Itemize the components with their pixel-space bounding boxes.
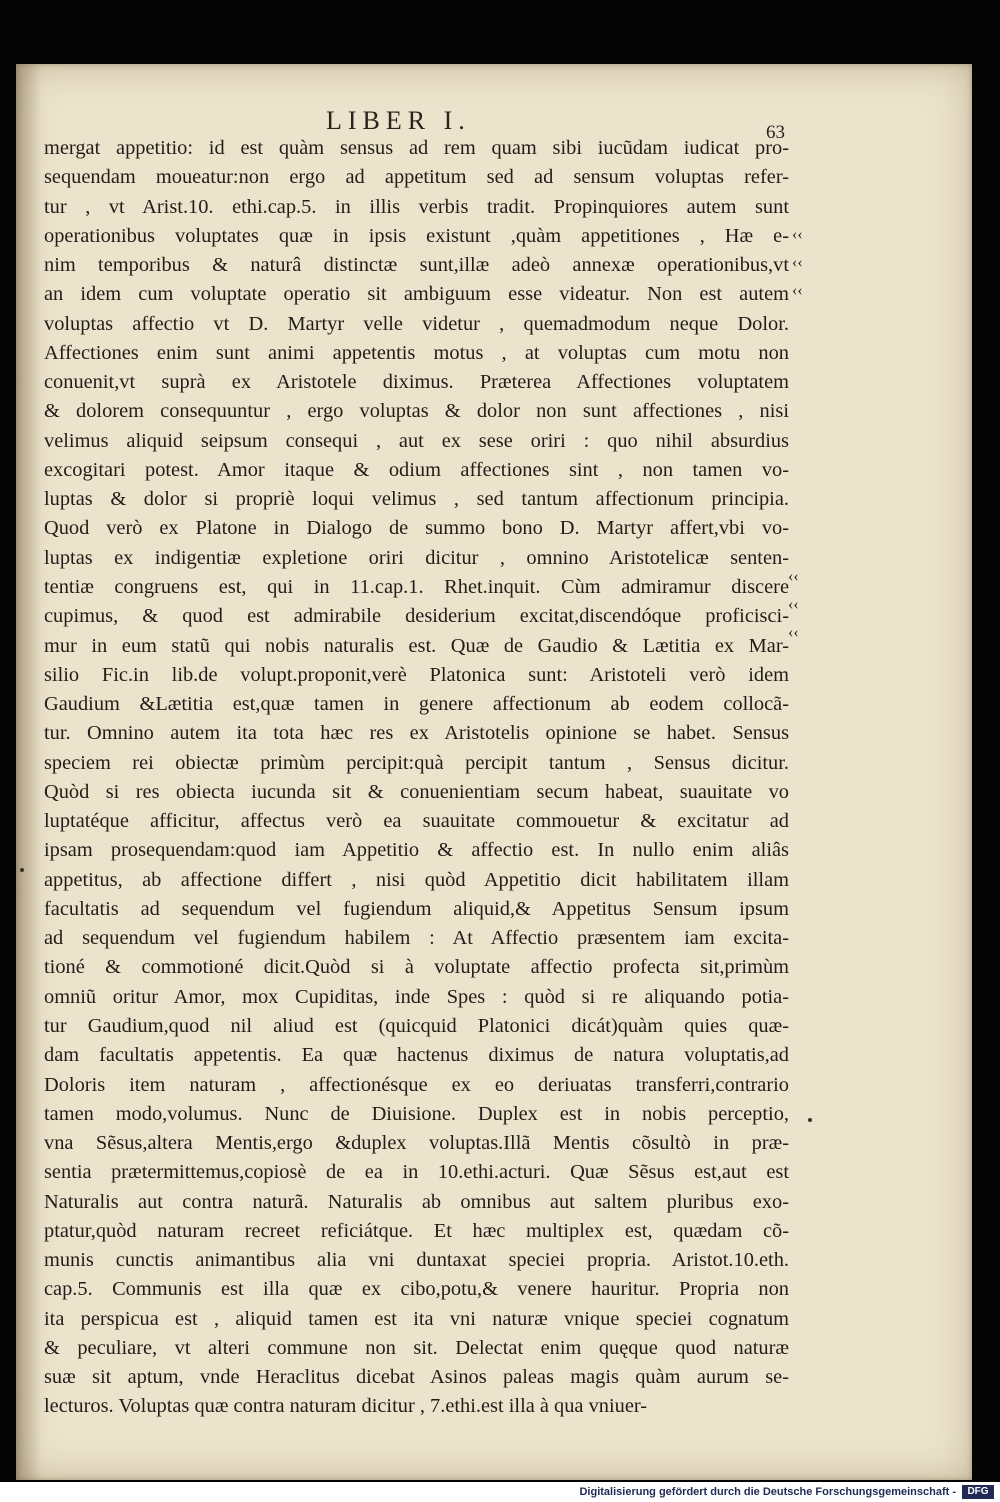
text-line: luptatéque afficitur, affectus verò ea suauitate commouetur & excitatur ad [44,810,789,833]
text-line: appetitus, ab affectione differt , nisi quòd Appetitio dicit habilitatem illam [44,868,789,891]
text-line: munis cunctis animantibus alia vni duntaxat speciei propria. Aristot.10.eth. [44,1249,789,1272]
text-line: Doloris item naturam , affectionésque ex eo deriuatas transferri,contrario [44,1073,789,1096]
text-line: Quòd si res obiecta iucunda sit & conuenientiam secum habeat, suauitate vo [44,780,789,803]
text-line: cap.5. Communis est illa quæ ex cibo,potu,& venere hauritur. Propria non [44,1278,789,1301]
text-line: sentia prætermittemus,copiosè de ea in 10.ethi.acturi. Quæ Sẽsus est,aut est [44,1161,789,1184]
marginal-quote-mark: ‹‹ [788,624,799,641]
text-line: mergat appetitio: id est quàm sensus ad rem quam sibi iucũdam iudicat pro- [44,137,789,159]
text-line: ipsam prosequendam:quod iam Appetitio & affectio est. In nullo enim aliâs [44,839,789,862]
text-line: tioné & commotioné dicit.Quòd si à voluptate affectio profecta sit,primùm [44,956,789,979]
text-line: excogitari potest. Amor itaque & odium affectiones sint , non tamen vo- [44,458,789,481]
ink-spot [808,1118,812,1122]
text-line: vna Sẽsus,altera Mentis,ergo &duplex voluptas.Illã Mentis cõsultò in præ- [44,1132,789,1155]
text-line: Gaudium &Lætitia est,quæ tamen in genere affectionum ab eodem collocã- [44,693,789,716]
text-line: tur. Omnino autem ita tota hæc res ex Aristotelis opinione se habet. Sensus [44,722,789,745]
marginal-quote-mark: ‹‹ [792,254,803,271]
text-line: omniũ oritur Amor, mox Cupiditas, inde Spes : quòd si re aliquando potia- [44,985,789,1008]
text-line: conuenit,vt suprà ex Aristotele diximus. Præterea Affectiones voluptatem [44,371,789,394]
text-line: & peculiare, vt alteri commune non sit. Delectat enim quęque quod naturæ [44,1336,789,1359]
text-line: & dolorem consequuntur , ergo voluptas & dolor non sunt affectiones , nisi [44,400,789,423]
funding-notice: Digitalisierung gefördert durch die Deutsche Forschungsgemeinschaft - [579,1486,956,1498]
text-line: ad sequendum vel fugiendum habilem : At Affectio præsentem iam excita- [44,927,789,950]
text-line: ptatur,quòd naturam recreet reficiátque. Et hæc multiplex est, quædam cõ- [44,1219,789,1242]
text-line: mur in eum statũ qui nobis naturalis est. Quæ de Gaudio & Lætitia ex Mar- [44,634,789,657]
text-line: facultatis ad sequendum vel fugiendum aliquid,& Appetitus Sensum ipsum [44,897,789,920]
text-line: voluptas affectio vt D. Martyr velle videtur , quemadmodum neque Dolor. [44,312,789,335]
text-line: Naturalis aut contra naturã. Naturalis ab omnibus aut saltem pluribus exo- [44,1190,789,1213]
book-page [16,64,972,1480]
text-line: silio Fic.in lib.de volupt.proponit,verè Platonica sunt: Aristoteli verò idem [44,663,789,686]
page-number: 63 [766,122,785,143]
text-line: tentiæ congruens est, qui in 11.cap.1. Rhet.inquit. Cùm admiramur discere [44,575,789,598]
text-line: velimus aliquid seipsum consequi , aut ex sese oriri : quo nihil absurdius [44,429,789,452]
marginal-quote-mark: ‹‹ [788,568,799,585]
text-line: tamen modo,volumus. Nunc de Diuisione. Duplex est in nobis perceptio, [44,1102,789,1125]
marginal-quote-mark: ‹‹ [788,596,799,613]
text-line: Quod verò ex Platone in Dialogo de summo bono D. Martyr affert,vbi vo- [44,517,789,540]
text-line: operationibus voluptates quæ in ipsis existunt ,quàm appetitiones , Hæ e- [44,224,789,247]
text-line: luptas & dolor si propriè loqui velimus , sed tantum affectionum principia. [44,488,789,511]
marginal-quote-mark: ‹‹ [792,226,803,243]
text-line: dam facultatis appetentis. Ea quæ hactenus diximus de natura voluptatis,ad [44,1044,789,1067]
page-gutter-shadow [16,64,42,1480]
running-head: LIBER I. [326,106,471,135]
text-line: suæ sit aptum, vnde Heraclitus dicebat Asinos paleas magis quàm aurum se- [44,1366,789,1389]
ink-spot [20,868,24,872]
text-line: nim temporibus & naturâ distinctæ sunt,illæ adeò annexæ operationibus,vt [44,254,789,277]
dfg-logo: DFG [962,1485,994,1499]
marginal-quote-mark: ‹‹ [792,282,803,299]
text-line: tur , vt Arist.10. ethi.cap.5. in illis verbis tradit. Propinquiores autem sunt [44,195,789,218]
text-line: ita perspicua est , aliquid tamen est ita vni naturæ vnique speciei cognatum [44,1307,789,1330]
text-line: speciem rei obiectæ primùm percipit:quà percipit tantum , Sensus dicitur. [44,751,789,774]
text-line: sequendam moueatur:non ergo ad appetitum sed ad sensum voluptas refer- [44,166,789,189]
text-line: lecturos. Voluptas quæ contra naturam dicitur , 7.ethi.est illa à qua vniuer- [44,1395,648,1418]
text-line: luptas ex indigentiæ expletione oriri dicitur , omnino Aristotelicæ senten- [44,546,789,569]
text-line: tur Gaudium,quod nil aliud est (quicquid Platonici dicát)quàm quies quæ- [44,1014,789,1037]
text-line: Affectiones enim sunt animi appetentis motus , at voluptas cum motu non [44,341,789,364]
body-text [44,134,789,1422]
text-line: cupimus, & quod est admirabile desiderium excitat,discendóque proficisci- [44,605,789,628]
text-line: an idem cum voluptate operatio sit ambiguum esse videatur. Non est autem [44,283,789,306]
